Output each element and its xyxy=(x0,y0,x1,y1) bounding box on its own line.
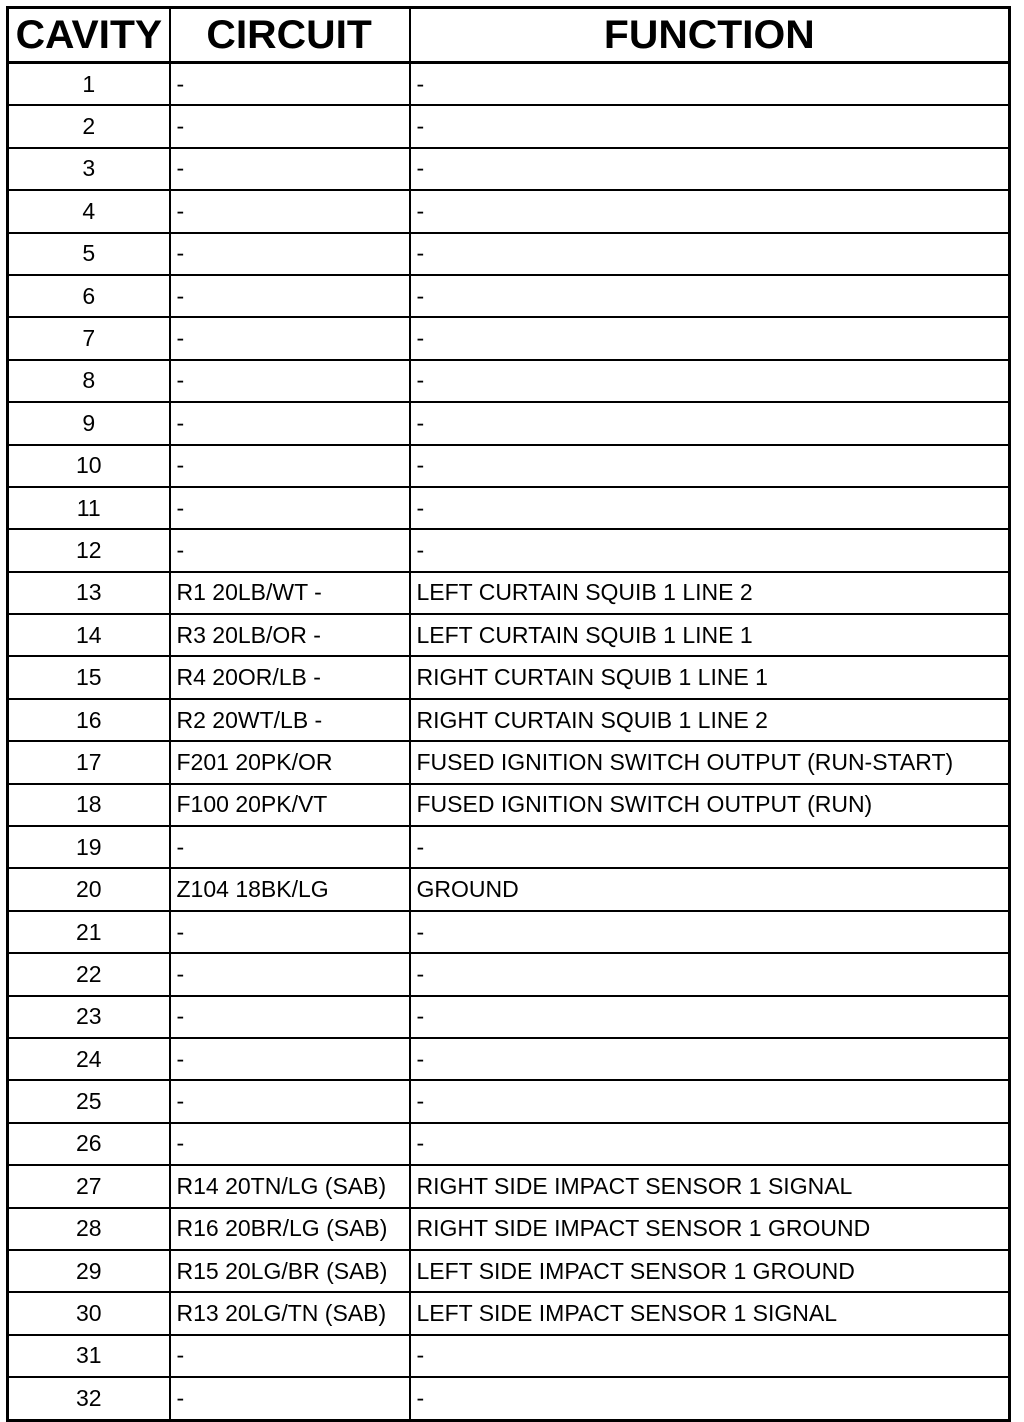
cavity-cell: 12 xyxy=(8,529,170,571)
function-cell: - xyxy=(410,402,1010,444)
cavity-cell: 19 xyxy=(8,826,170,868)
cavity-cell: 28 xyxy=(8,1208,170,1250)
circuit-cell: - xyxy=(170,360,410,402)
cavity-cell: 29 xyxy=(8,1250,170,1292)
cavity-cell: 25 xyxy=(8,1080,170,1122)
table-row xyxy=(8,1080,1010,1122)
table-row xyxy=(8,402,1010,444)
function-cell: - xyxy=(410,996,1010,1038)
function-cell: - xyxy=(410,148,1010,190)
table-row xyxy=(8,868,1010,910)
table-row xyxy=(8,826,1010,868)
table-row xyxy=(8,656,1010,698)
cavity-cell: 11 xyxy=(8,487,170,529)
function-cell: LEFT SIDE IMPACT SENSOR 1 SIGNAL xyxy=(410,1292,1010,1334)
table-row xyxy=(8,614,1010,656)
connector-pinout-table xyxy=(6,6,1011,1422)
table-row xyxy=(8,1250,1010,1292)
header-row xyxy=(8,8,1010,63)
table-row xyxy=(8,1038,1010,1080)
circuit-cell: - xyxy=(170,529,410,571)
circuit-cell: - xyxy=(170,63,410,106)
circuit-cell: - xyxy=(170,911,410,953)
table-body xyxy=(8,63,1010,1421)
table-row xyxy=(8,572,1010,614)
function-cell: LEFT CURTAIN SQUIB 1 LINE 2 xyxy=(410,572,1010,614)
circuit-cell: - xyxy=(170,1038,410,1080)
table-row xyxy=(8,63,1010,106)
function-cell: - xyxy=(410,445,1010,487)
cavity-cell: 26 xyxy=(8,1123,170,1165)
cavity-cell: 15 xyxy=(8,656,170,698)
function-cell: - xyxy=(410,1377,1010,1420)
function-cell: - xyxy=(410,487,1010,529)
function-cell: RIGHT SIDE IMPACT SENSOR 1 SIGNAL xyxy=(410,1165,1010,1207)
table-row xyxy=(8,360,1010,402)
function-column-header xyxy=(410,8,1010,63)
cavity-cell: 8 xyxy=(8,360,170,402)
cavity-cell: 7 xyxy=(8,317,170,359)
function-cell: - xyxy=(410,190,1010,232)
table-row xyxy=(8,529,1010,571)
cavity-cell: 21 xyxy=(8,911,170,953)
function-header-label: FUNCTION xyxy=(603,12,815,57)
table-row xyxy=(8,487,1010,529)
cavity-column-header xyxy=(8,8,170,63)
cavity-header-label: CAVITY xyxy=(15,12,163,57)
table-row xyxy=(8,1292,1010,1334)
table-row xyxy=(8,1123,1010,1165)
function-cell: GROUND xyxy=(410,868,1010,910)
function-cell: - xyxy=(410,911,1010,953)
function-cell: LEFT CURTAIN SQUIB 1 LINE 1 xyxy=(410,614,1010,656)
table-row xyxy=(8,1377,1010,1420)
cavity-cell: 5 xyxy=(8,233,170,275)
circuit-cell: - xyxy=(170,190,410,232)
cavity-cell: 9 xyxy=(8,402,170,444)
cavity-cell: 17 xyxy=(8,741,170,783)
circuit-cell: R16 20BR/LG (SAB) xyxy=(170,1208,410,1250)
circuit-cell: - xyxy=(170,1335,410,1377)
function-cell: - xyxy=(410,63,1010,106)
circuit-cell: - xyxy=(170,996,410,1038)
function-cell: - xyxy=(410,529,1010,571)
circuit-cell: - xyxy=(170,445,410,487)
circuit-cell: - xyxy=(170,487,410,529)
circuit-cell: - xyxy=(170,105,410,147)
function-cell: RIGHT CURTAIN SQUIB 1 LINE 2 xyxy=(410,699,1010,741)
circuit-cell: R14 20TN/LG (SAB) xyxy=(170,1165,410,1207)
table-row xyxy=(8,317,1010,359)
table-row xyxy=(8,190,1010,232)
cavity-cell: 27 xyxy=(8,1165,170,1207)
function-cell: - xyxy=(410,1038,1010,1080)
circuit-cell: - xyxy=(170,275,410,317)
cavity-cell: 13 xyxy=(8,572,170,614)
table-row xyxy=(8,699,1010,741)
function-cell: - xyxy=(410,233,1010,275)
function-cell: - xyxy=(410,105,1010,147)
circuit-cell: Z104 18BK/LG xyxy=(170,868,410,910)
circuit-cell: - xyxy=(170,317,410,359)
table-row xyxy=(8,911,1010,953)
cavity-cell: 2 xyxy=(8,105,170,147)
circuit-cell: - xyxy=(170,826,410,868)
circuit-cell: R2 20WT/LB - xyxy=(170,699,410,741)
cavity-cell: 16 xyxy=(8,699,170,741)
circuit-cell: R4 20OR/LB - xyxy=(170,656,410,698)
circuit-header-label: CIRCUIT xyxy=(206,12,373,57)
cavity-cell: 1 xyxy=(8,63,170,106)
table-row xyxy=(8,996,1010,1038)
circuit-cell: - xyxy=(170,1123,410,1165)
table-row xyxy=(8,1208,1010,1250)
circuit-cell: R13 20LG/TN (SAB) xyxy=(170,1292,410,1334)
table-row xyxy=(8,953,1010,995)
circuit-column-header xyxy=(170,8,410,63)
table-row xyxy=(8,105,1010,147)
function-cell: - xyxy=(410,275,1010,317)
circuit-cell: R3 20LB/OR - xyxy=(170,614,410,656)
cavity-cell: 10 xyxy=(8,445,170,487)
function-cell: FUSED IGNITION SWITCH OUTPUT (RUN-START) xyxy=(410,741,1010,783)
table-row xyxy=(8,1165,1010,1207)
function-cell: - xyxy=(410,317,1010,359)
circuit-cell: F100 20PK/VT xyxy=(170,784,410,826)
cavity-cell: 24 xyxy=(8,1038,170,1080)
cavity-cell: 23 xyxy=(8,996,170,1038)
cavity-cell: 30 xyxy=(8,1292,170,1334)
circuit-cell: - xyxy=(170,402,410,444)
function-cell: FUSED IGNITION SWITCH OUTPUT (RUN) xyxy=(410,784,1010,826)
cavity-cell: 32 xyxy=(8,1377,170,1420)
function-cell: - xyxy=(410,1123,1010,1165)
table-row xyxy=(8,784,1010,826)
table-row xyxy=(8,1335,1010,1377)
cavity-cell: 3 xyxy=(8,148,170,190)
function-cell: - xyxy=(410,826,1010,868)
table-row xyxy=(8,741,1010,783)
circuit-cell: - xyxy=(170,1080,410,1122)
circuit-cell: F201 20PK/OR xyxy=(170,741,410,783)
cavity-cell: 14 xyxy=(8,614,170,656)
cavity-cell: 20 xyxy=(8,868,170,910)
function-cell: - xyxy=(410,1335,1010,1377)
cavity-cell: 6 xyxy=(8,275,170,317)
function-cell: - xyxy=(410,360,1010,402)
circuit-cell: - xyxy=(170,1377,410,1420)
cavity-cell: 4 xyxy=(8,190,170,232)
function-cell: RIGHT CURTAIN SQUIB 1 LINE 1 xyxy=(410,656,1010,698)
table-row xyxy=(8,233,1010,275)
cavity-cell: 18 xyxy=(8,784,170,826)
circuit-cell: R15 20LG/BR (SAB) xyxy=(170,1250,410,1292)
table-row xyxy=(8,148,1010,190)
circuit-cell: - xyxy=(170,233,410,275)
function-cell: - xyxy=(410,953,1010,995)
circuit-cell: - xyxy=(170,953,410,995)
circuit-cell: R1 20LB/WT - xyxy=(170,572,410,614)
cavity-cell: 22 xyxy=(8,953,170,995)
function-cell: LEFT SIDE IMPACT SENSOR 1 GROUND xyxy=(410,1250,1010,1292)
cavity-cell: 31 xyxy=(8,1335,170,1377)
function-cell: RIGHT SIDE IMPACT SENSOR 1 GROUND xyxy=(410,1208,1010,1250)
circuit-cell: - xyxy=(170,148,410,190)
table-row xyxy=(8,445,1010,487)
function-cell: - xyxy=(410,1080,1010,1122)
table-row xyxy=(8,275,1010,317)
